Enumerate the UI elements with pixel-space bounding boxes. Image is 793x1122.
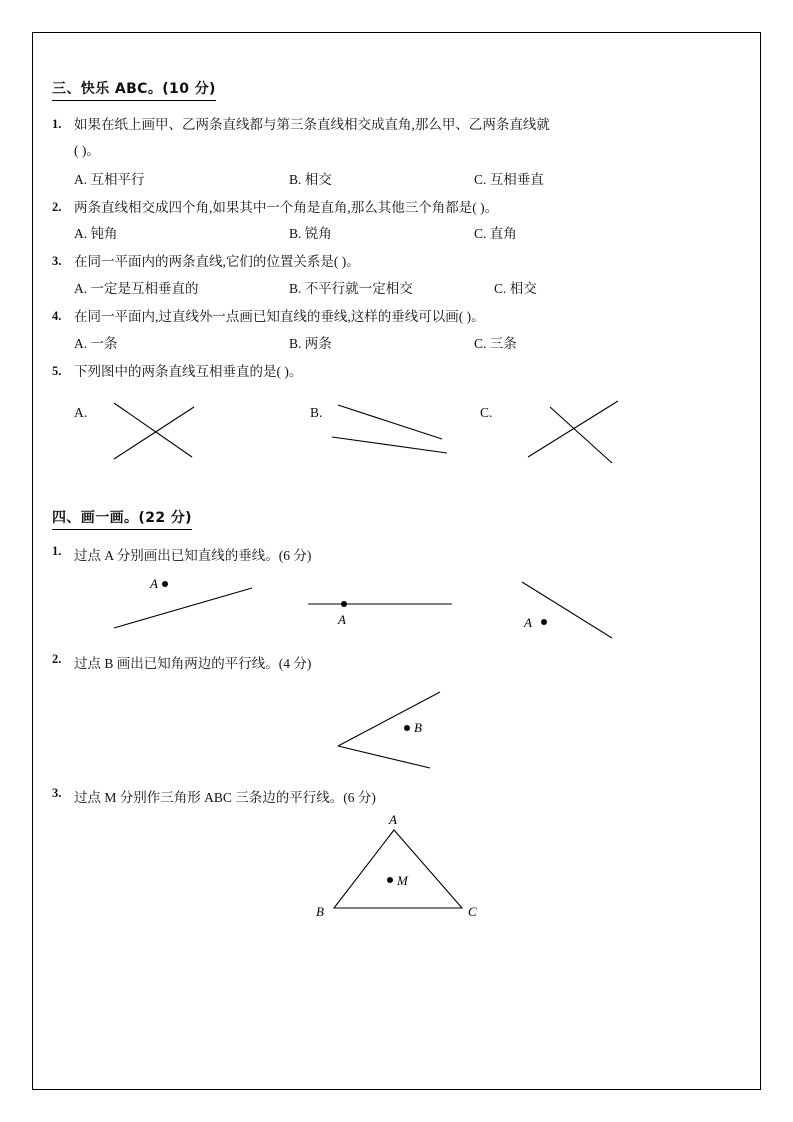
point-dot-b [404, 725, 410, 731]
section-heading-four [52, 507, 192, 530]
point-label-m: M [397, 873, 408, 889]
figure-canvas-4-2 [52, 674, 742, 786]
section-heading-three [52, 78, 216, 101]
figure-canvas-4-3 [52, 808, 742, 938]
question-text: 下列图中的两条直线互相垂直的是( )。 [74, 364, 303, 380]
figure-b-line-2 [332, 437, 447, 453]
option-c[interactable]: C. 互相垂直 [474, 171, 544, 187]
question-3-3 [52, 252, 742, 273]
option-b[interactable]: B. 不平行就一定相交 [289, 281, 413, 297]
point-dot-a2 [341, 601, 347, 607]
question-number: 4. [52, 309, 62, 324]
question-number: 1. [52, 544, 62, 559]
question-number: 1. [52, 117, 62, 131]
question-3-1-options [52, 168, 742, 188]
question-number: 3. [52, 254, 62, 269]
point-label-c: C [468, 904, 477, 920]
page-content [52, 78, 742, 938]
question-text: 过点 B 画出已知角两边的平行线。(4 分) [74, 656, 312, 672]
question-4-3 [52, 786, 742, 806]
heading-underline [52, 100, 216, 101]
figure-line-3 [522, 582, 612, 638]
question-number: 2. [52, 199, 62, 214]
question-3-5 [52, 362, 742, 383]
point-label-a2: A [338, 612, 346, 628]
section-heading-three-text: 三、快乐 ABC。(10 分) [52, 81, 216, 97]
option-c[interactable]: C. 相交 [494, 281, 537, 297]
question-3-5-figures [52, 387, 742, 479]
question-3-4-options [52, 332, 742, 352]
point-dot-a1 [162, 581, 168, 587]
option-c[interactable]: C. 三条 [474, 336, 517, 352]
figure-c-line-1 [528, 401, 618, 457]
angle-side-1 [338, 692, 440, 746]
figure-a-line-2 [114, 407, 194, 459]
option-a[interactable]: A. 钝角 [74, 226, 118, 242]
point-dot-m [387, 877, 393, 883]
question-3-1 [52, 115, 742, 136]
question-4-3-figures [52, 808, 742, 938]
question-4-2 [52, 652, 742, 672]
point-label-a: A [389, 812, 397, 828]
heading-underline [52, 529, 192, 530]
triangle-abc [334, 830, 462, 908]
option-b[interactable]: B. 锐角 [289, 226, 332, 242]
question-number: 3. [52, 786, 62, 801]
question-text: 过点 M 分别作三角形 ABC 三条边的平行线。(6 分) [74, 790, 376, 806]
point-label-a3: A [524, 615, 532, 631]
option-a[interactable]: A. 互相平行 [74, 171, 145, 187]
figure-c-line-2 [550, 407, 612, 463]
point-dot-a3 [541, 619, 547, 625]
question-4-2-figures [52, 674, 742, 786]
figure-label-c: C. [480, 405, 493, 421]
point-label-a1: A [150, 576, 158, 592]
question-number: 5. [52, 364, 62, 379]
figure-canvas-4-1 [52, 566, 742, 652]
option-b[interactable]: B. 相交 [289, 171, 332, 187]
question-text: 过点 A 分别画出已知直线的垂线。(6 分) [74, 548, 312, 564]
point-label-b: B [316, 904, 324, 920]
question-3-1-cont: ( )。 [74, 142, 100, 158]
figure-a-line-1 [114, 403, 192, 457]
question-text: 在同一平面内,过直线外一点画已知直线的垂线,这样的垂线可以画( )。 [74, 309, 485, 325]
option-b[interactable]: B. 两条 [289, 336, 332, 352]
question-text: 如果在纸上画甲、乙两条直线都与第三条直线相交成直角,那么甲、乙两条直线就 [74, 117, 550, 132]
option-c[interactable]: C. 直角 [474, 226, 517, 242]
figure-canvas-3-5 [52, 387, 742, 479]
point-label-b: B [414, 720, 422, 736]
section-heading-four-text: 四、画一画。(22 分) [52, 510, 192, 527]
question-text: 两条直线相交成四个角,如果其中一个角是直角,那么其他三个角都是( )。 [74, 199, 499, 215]
figure-b-line-1 [338, 405, 442, 439]
angle-side-2 [338, 746, 430, 768]
figure-label-b: B. [310, 405, 323, 421]
question-text: 在同一平面内的两条直线,它们的位置关系是( )。 [74, 254, 360, 270]
question-4-1 [52, 544, 742, 564]
figure-label-a: A. [74, 405, 88, 421]
question-4-1-figures [52, 566, 742, 652]
question-3-2-options [52, 222, 742, 242]
question-number: 2. [52, 652, 62, 667]
question-3-3-options [52, 277, 742, 297]
question-3-2 [52, 198, 742, 219]
figure-line-1 [114, 588, 252, 628]
option-a[interactable]: A. 一条 [74, 336, 118, 352]
question-3-4 [52, 307, 742, 328]
option-a[interactable]: A. 一定是互相垂直的 [74, 281, 199, 297]
